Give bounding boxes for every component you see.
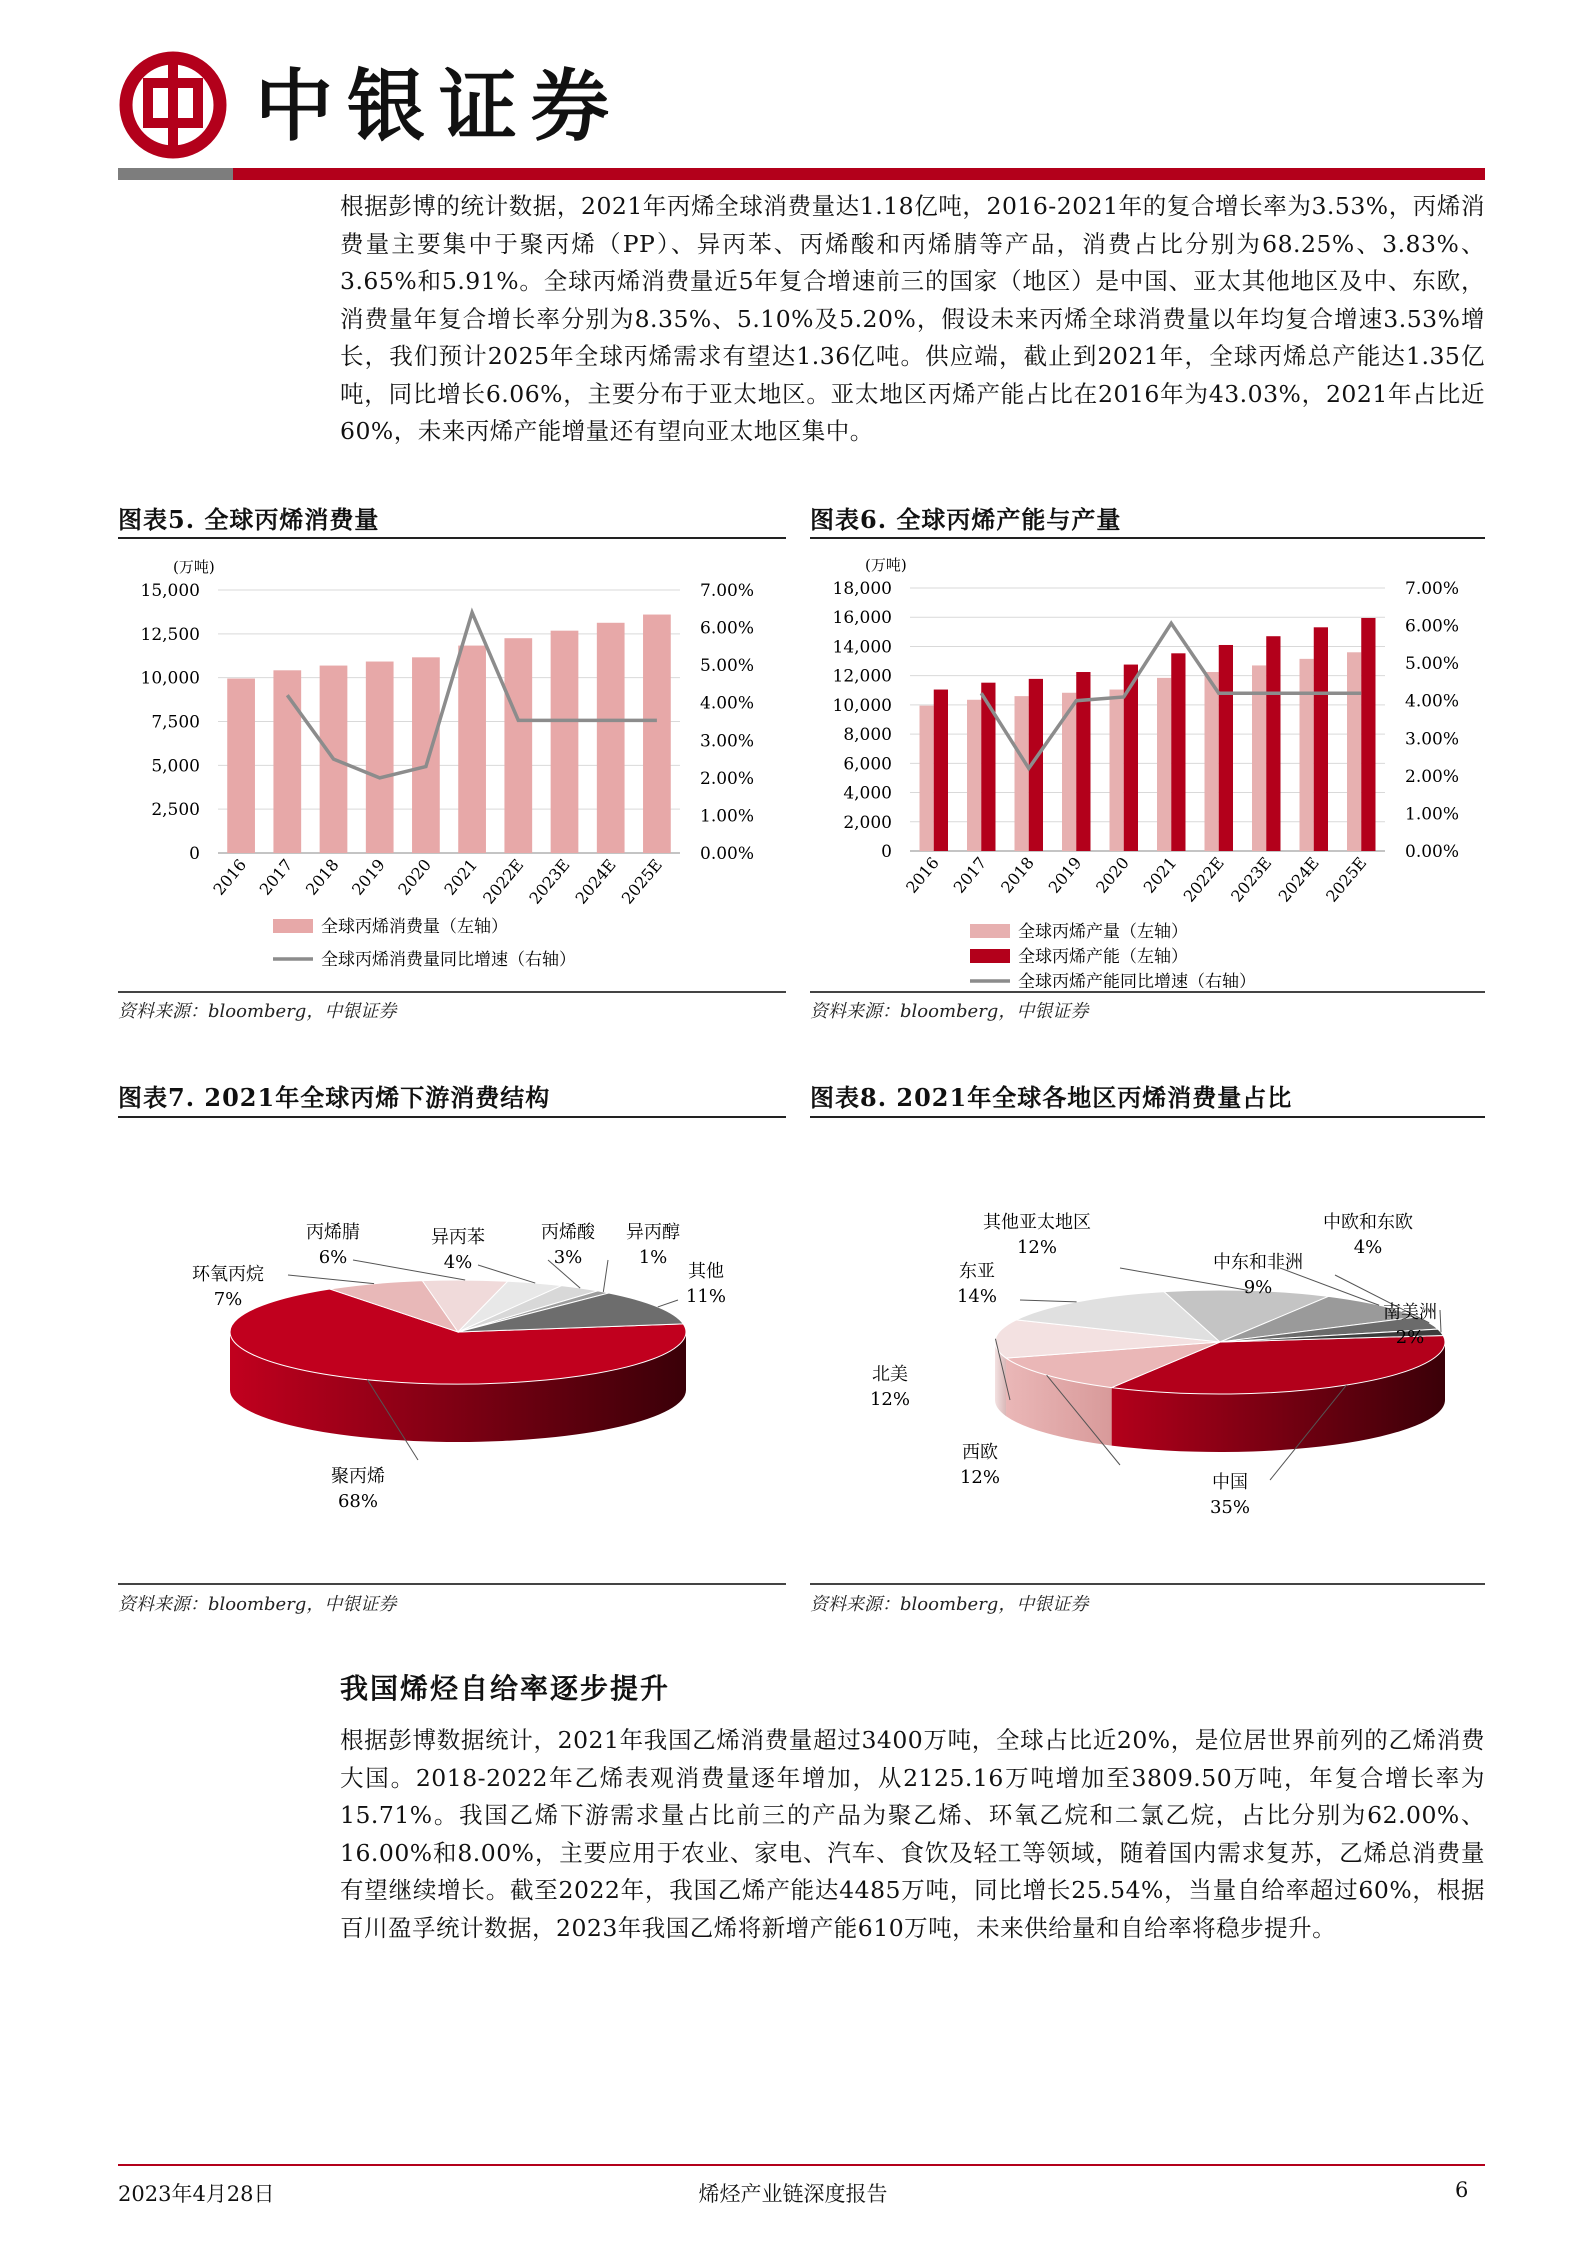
x-tick-label: 2025E [1322, 853, 1371, 906]
bar [458, 646, 486, 853]
fig6-top-rule [810, 537, 1485, 539]
leader-line [1020, 1300, 1077, 1302]
bar [1219, 645, 1233, 851]
legend-label: 全球丙烯产量（左轴） [1018, 922, 1188, 942]
bar [1205, 672, 1219, 851]
legend-swatch [970, 924, 1010, 938]
bar [1361, 618, 1375, 851]
slice-name: 异丙苯 [431, 1227, 485, 1248]
y-right-tick-label: 4.00% [700, 693, 755, 714]
footer-page-number: 6 [1455, 2178, 1469, 2202]
y-left-tick-label: 0 [881, 842, 892, 862]
y-left-tick-label: 6,000 [843, 754, 892, 775]
y-left-tick-label: 10,000 [832, 695, 892, 716]
slice-name: 南美洲 [1383, 1302, 1437, 1323]
slice-name: 异丙醇 [626, 1222, 680, 1243]
legend-label: 全球丙烯产能（左轴） [1018, 947, 1188, 967]
slice-value: 2% [1395, 1327, 1425, 1348]
slice-name: 丙烯腈 [306, 1222, 360, 1243]
x-tick-label: 2020 [394, 855, 435, 899]
slice-value: 12% [869, 1389, 911, 1410]
slice-value: 14% [956, 1286, 998, 1307]
y-left-tick-label: 15,000 [140, 581, 200, 601]
y-unit-label: (万吨) [865, 556, 907, 574]
slice-value: 9% [1243, 1277, 1273, 1298]
bar [1157, 678, 1171, 851]
y-right-tick-label: 0.00% [1405, 842, 1460, 862]
y-right-tick-label: 3.00% [700, 731, 755, 752]
header-rule-red [233, 168, 1485, 180]
footer-date: 2023年4月28日 [118, 2182, 275, 2206]
y-right-tick-label: 3.00% [1405, 729, 1460, 750]
y-left-tick-label: 12,000 [832, 666, 892, 687]
y-left-tick-label: 4,000 [843, 783, 892, 804]
header-rule-gray [118, 168, 233, 180]
fig5-chart [118, 543, 786, 988]
bar [1266, 636, 1280, 851]
bar [412, 657, 440, 853]
slice-name: 东亚 [959, 1261, 995, 1282]
y-left-tick-label: 7,500 [151, 712, 200, 733]
leader-line [288, 1275, 374, 1284]
bar [504, 638, 532, 853]
y-right-tick-label: 1.00% [700, 806, 755, 827]
bar [643, 615, 671, 853]
y-unit-label: (万吨) [173, 558, 215, 576]
brand-name: 中银证券 [255, 61, 624, 152]
bar [1015, 696, 1029, 851]
fig6-chart [810, 543, 1485, 988]
fig7-source: 资料来源：bloomberg，中银证券 [118, 1594, 397, 1615]
slice-value: 7% [213, 1289, 243, 1310]
fig7-top-rule [118, 1116, 786, 1118]
bar [366, 662, 394, 853]
slice-name: 其他亚太地区 [983, 1212, 1091, 1233]
bank-logo [118, 50, 228, 160]
x-tick-label: 2018 [301, 855, 343, 899]
slice-name: 其他 [688, 1261, 724, 1282]
y-right-tick-label: 7.00% [1405, 579, 1460, 599]
y-right-tick-label: 4.00% [1405, 691, 1460, 712]
y-right-tick-label: 5.00% [700, 656, 755, 677]
bar [1314, 627, 1328, 851]
slice-name: 环氧丙烷 [192, 1264, 264, 1285]
legend-swatch [273, 919, 313, 933]
y-left-tick-label: 14,000 [832, 637, 892, 658]
bar [981, 683, 995, 851]
fig5-bottom-rule [118, 991, 786, 993]
x-tick-label: 2016 [209, 855, 251, 899]
x-tick-label: 2025E [617, 855, 666, 908]
slice-name: 西欧 [962, 1442, 998, 1463]
slice-name: 聚丙烯 [331, 1466, 385, 1487]
y-right-tick-label: 6.00% [700, 618, 755, 639]
y-left-tick-label: 2,500 [151, 800, 200, 821]
fig5-title: 图表5. 全球丙烯消费量 [118, 505, 380, 534]
section-title: 我国烯烃自给率逐步提升 [340, 1672, 671, 1705]
fig8-title: 图表8. 2021年全球各地区丙烯消费量占比 [810, 1083, 1293, 1112]
y-right-tick-label: 1.00% [1405, 804, 1460, 825]
bar [227, 679, 255, 853]
x-tick-label: 2019 [1044, 853, 1086, 897]
legend-swatch [970, 949, 1010, 963]
y-right-tick-label: 0.00% [700, 844, 755, 864]
legend-label: 全球丙烯消费量（左轴） [321, 917, 508, 937]
x-tick-label: 2020 [1092, 853, 1133, 897]
x-tick-label: 2021 [440, 855, 482, 899]
slice-name: 丙烯酸 [541, 1222, 595, 1243]
bar [967, 700, 981, 851]
y-left-tick-label: 8,000 [843, 725, 892, 746]
fig8-bottom-rule [810, 1583, 1485, 1585]
fig7-bottom-rule [118, 1583, 786, 1585]
y-right-tick-label: 6.00% [1405, 616, 1460, 637]
fig5-source: 资料来源：bloomberg，中银证券 [118, 1001, 397, 1022]
fig6-bottom-rule [810, 991, 1485, 993]
leader-line [1440, 1310, 1441, 1332]
bar [551, 631, 579, 853]
x-tick-label: 2021 [1139, 853, 1181, 897]
x-tick-label: 2024E [571, 855, 620, 908]
fig7-title: 图表7. 2021年全球丙烯下游消费结构 [118, 1083, 551, 1112]
slice-value: 3% [553, 1247, 583, 1268]
y-right-tick-label: 2.00% [1405, 766, 1460, 787]
x-tick-label: 2017 [255, 855, 297, 899]
fig7-chart [118, 1120, 786, 1580]
slice-value: 4% [1353, 1237, 1383, 1258]
x-tick-label: 2022E [1179, 853, 1228, 906]
bar [597, 623, 625, 853]
slice-name: 中国 [1212, 1472, 1248, 1493]
fig8-top-rule [810, 1116, 1485, 1118]
bar [1171, 653, 1185, 851]
leader-line [658, 1300, 678, 1307]
y-left-tick-label: 2,000 [843, 812, 892, 833]
slice-name: 北美 [872, 1364, 908, 1385]
y-left-tick-label: 18,000 [832, 579, 892, 599]
y-left-tick-label: 16,000 [832, 608, 892, 629]
x-tick-label: 2017 [949, 853, 991, 897]
legend-label: 全球丙烯产能同比增速（右轴） [1018, 972, 1256, 988]
fig6-title: 图表6. 全球丙烯产能与产量 [810, 505, 1122, 534]
slice-value: 1% [638, 1247, 668, 1268]
y-right-tick-label: 7.00% [700, 581, 755, 601]
y-left-tick-label: 10,000 [140, 668, 200, 689]
slice-value: 12% [1016, 1237, 1058, 1258]
legend-label: 全球丙烯消费量同比增速（右轴） [321, 950, 576, 970]
fig6-source: 资料来源：bloomberg，中银证券 [810, 1001, 1089, 1022]
slice-value: 68% [337, 1491, 379, 1512]
fig5-top-rule [118, 537, 786, 539]
body-paragraph: 根据彭博数据统计，2021年我国乙烯消费量超过3400万吨，全球占比近20%，是位居世界前列的乙烯消费大国。2018-2022年乙烯表观消费量逐年增加，从2125.16万吨增加至3809.50万吨，年复合增长率为15.71%。我国乙烯下游需求量占比前三的产品为聚乙烯、环氧乙烷和二氯乙烷，占比分别为62.00%、16.00%和8.00%，主要应用于农业、家电、汽车、食饮及轻工等领域，随着国内需求复苏，乙烯总消费量有望继续增长。截至2022年，我国乙烯产能达4485万吨，同比增长25.54%，当量自给率超过60%，根据百川盈孚统计数据，2023年我国乙烯将新增产能610万吨，未来供给量和自给率将稳步提升。 [340, 1726, 1485, 1942]
slice-name: 中东和非洲 [1213, 1252, 1303, 1273]
slice-name: 中欧和东欧 [1323, 1212, 1413, 1233]
x-tick-label: 2016 [902, 853, 943, 897]
fig8-source: 资料来源：bloomberg，中银证券 [810, 1594, 1089, 1615]
slice-value: 35% [1209, 1497, 1251, 1518]
x-tick-label: 2023E [1227, 853, 1276, 906]
x-tick-label: 2019 [348, 855, 389, 899]
y-left-tick-label: 12,500 [140, 624, 200, 645]
slice-value: 6% [318, 1247, 348, 1268]
y-left-tick-label: 5,000 [151, 756, 200, 777]
x-tick-label: 2022E [479, 855, 528, 908]
y-right-tick-label: 5.00% [1405, 654, 1460, 675]
footer-report-title: 烯烃产业链深度报告 [698, 2182, 888, 2206]
x-tick-label: 2023E [525, 855, 574, 908]
bar [1300, 659, 1314, 851]
y-left-tick-label: 0 [189, 844, 200, 864]
leader-line [603, 1260, 608, 1292]
bar [934, 690, 948, 851]
footer-rule [118, 2164, 1485, 2166]
x-tick-label: 2018 [997, 853, 1038, 897]
intro-paragraph: 根据彭博的统计数据，2021年丙烯全球消费量达1.18亿吨，2016-2021年的复合增长率为3.53%，丙烯消费量主要集中于聚丙烯（PP）、异丙苯、丙烯酸和丙烯腈等产品，消费占比分别为68.25%、3.83%、3.65%和5.91%。全球丙烯消费量近5年复合增速前三的国家（地区）是中国、亚太其他地区及中、东欧，消费量年复合增长率分别为8.35%、5.10%及5.20%，假设未来丙烯全球消费量以年均复合增速3.53%增长，我们预计2025年全球丙烯需求有望达1.36亿吨。供应端，截止到2021年，全球丙烯总产能达1.35亿吨，同比增长6.06%，主要分布于亚太地区。亚太地区丙烯产能占比在2016年为43.03%，2021年占比近60%，未来丙烯产能增量还有望向亚太地区集中。 [340, 192, 1485, 445]
x-tick-label: 2024E [1274, 853, 1323, 906]
slice-value: 4% [443, 1252, 473, 1273]
bar [1347, 652, 1361, 851]
y-right-tick-label: 2.00% [700, 768, 755, 789]
bar [920, 706, 934, 851]
bar [1110, 690, 1124, 851]
slice-value: 11% [685, 1286, 727, 1307]
slice-value: 12% [959, 1467, 1001, 1488]
fig8-chart [810, 1120, 1485, 1580]
